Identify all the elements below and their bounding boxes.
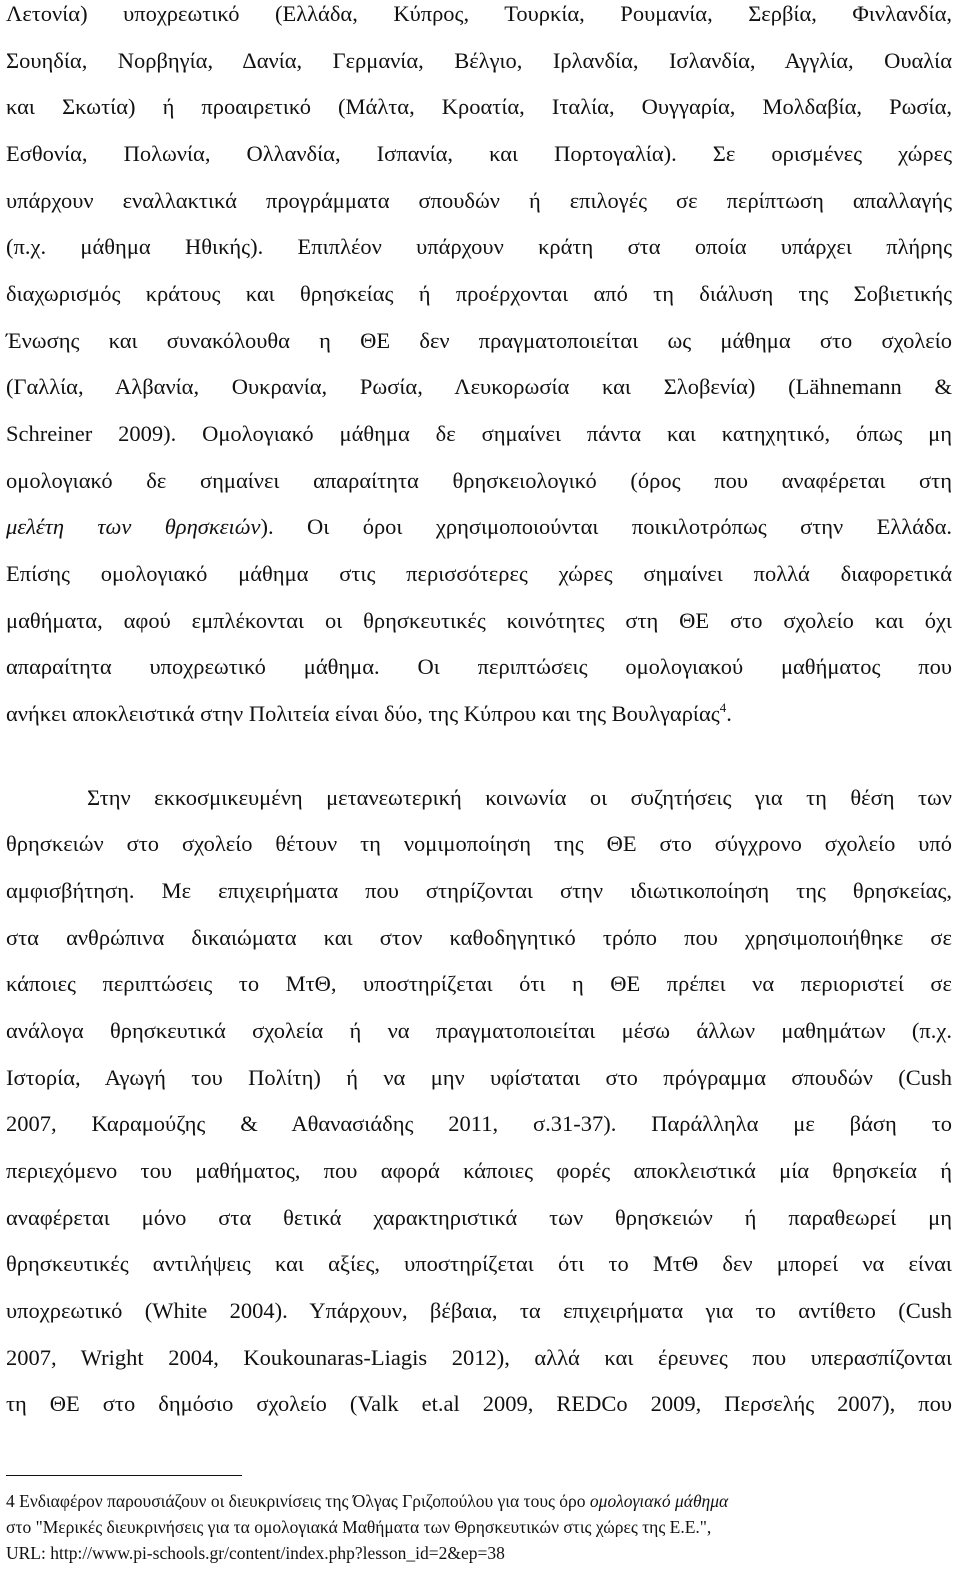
footnote-line: στο "Μερικές διευκρινήσεις για τα ομολογιακά Μαθήματα των Θρησκευτικών στις χώρες της Ε.Ε.", [6,1517,712,1537]
text-line: αμφισβήτηση. Με επιχειρήματα που στηρίζονται στην ιδιωτικοποίηση της θρησκείας, [6,878,952,903]
text-line: Σουηδία, Νορβηγία, Δανία, Γερμανία, Βέλγιο, Ιρλανδία, Ισλανδία, Αγγλία, Ουαλία [6,48,952,73]
text-segment: ανήκει αποκλειστικά στην Πολιτεία είναι δύο, της Κύπρου και της Βουλγαρίας [6,701,720,726]
text-line: 2007, Wright 2004, Koukounaras-Liagis 2012), αλλά και έρευνες που υπερασπίζονται [6,1345,952,1370]
text-line-mixed [6,513,952,541]
text-line: Ένωσης και συνακόλουθα η ΘΕ δεν πραγματοποιείται ως μάθημα στο σχολείο [6,328,952,353]
text-line: ομολογιακό δε σημαίνει απαραίτητα θρησκειολογικό (όρος που αναφέρεται στη [6,468,952,493]
text-line: θρησκειών στο σχολείο θέτουν τη νομιμοποίηση της ΘΕ στο σύγχρονο σχολείο υπό [6,831,952,856]
footnote-line [6,1490,728,1512]
text-line: 2007, Καραμούζης & Αθανασιάδης 2011, σ.31-37). Παράλληλα με βάση το [6,1111,952,1136]
italic-term: μελέτη των θρησκειών [6,514,261,539]
text-line-last [6,700,952,728]
text-line: και Σκωτία) ή προαιρετικό (Μάλτα, Κροατία, Ιταλία, Ουγγαρία, Μολδαβία, Ρωσία, [6,94,952,119]
footnote-url[interactable]: URL: http://www.pi-schools.gr/content/index.php?lesson_id=2&ep=38 [6,1543,505,1563]
footnote-ref: 4 [719,700,727,715]
footnote-text: 4 Ενδιαφέρον παρουσιάζουν οι διευκρινίσεις της Όλγας Γριζοπούλου για τους όρο [6,1491,586,1511]
text-line: στα ανθρώπινα δικαιώματα και στον καθοδηγητικό τρόπο που χρησιμοποιήθηκε σε [6,925,952,950]
text-line-indented: Στην εκκοσμικευμένη μετανεωτερική κοινωνία οι συζητήσεις για τη θέση των [87,785,952,810]
text-line: Επίσης ομολογιακό μάθημα στις περισσότερες χώρες σημαίνει πολλά διαφορετικά [6,561,952,586]
text-line: τη ΘΕ στο δημόσιο σχολείο (Valk et.al 2009, REDCo 2009, Περσελής 2007), που [6,1391,952,1416]
text-segment: ). Οι όροι χρησιμοποιούνται ποικιλοτρόπως στην Ελλάδα. [260,514,953,539]
text-line: διαχωρισμός κράτους και θρησκείας ή προέρχονται από τη διάλυση της Σοβιετικής [6,281,952,306]
text-line: Εσθονία, Πολωνία, Ολλανδία, Ισπανία, και Πορτογαλία). Σε ορισμένες χώρες [6,141,952,166]
text-line: αναφέρεται μόνο στα θετικά χαρακτηριστικά των θρησκειών ή παραθεωρεί μη [6,1205,952,1230]
text-line: υπάρχουν εναλλακτικά προγράμματα σπουδών ή επιλογές σε περίπτωση απαλλαγής [6,188,952,213]
text-line: Ιστορία, Αγωγή του Πολίτη) ή να μην υφίσταται στο πρόγραμμα σπουδών (Cush [6,1065,952,1090]
footnote-italic-term: ομολογιακό μάθημα [589,1491,729,1511]
text-line: Schreiner 2009). Ομολογιακό μάθημα δε σημαίνει πάντα και κατηχητικό, όπως μη [6,421,952,446]
footnote-separator [6,1475,242,1476]
text-line: κάποιες περιπτώσεις το ΜτΘ, υποστηρίζεται ότι η ΘΕ πρέπει να περιοριστεί σε [6,971,952,996]
text-line: περιεχόμενο του μαθήματος, που αφορά κάποιες φορές αποκλειστικά μία θρησκεία ή [6,1158,952,1183]
text-segment: . [726,701,732,726]
text-line: θρησκευτικές αντιλήψεις και αξίες, υποστηρίζεται ότι το ΜτΘ δεν μπορεί να είναι [6,1251,952,1276]
text-line: (π.χ. μάθημα Ηθικής). Επιπλέον υπάρχουν κράτη στα οποία υπάρχει πλήρης [6,234,952,259]
text-line: ανάλογα θρησκευτικά σχολεία ή να πραγματοποιείται μέσω άλλων μαθημάτων (π.χ. [6,1018,952,1043]
text-line: υποχρεωτικό (White 2004). Υπάρχουν, βέβαια, τα επιχειρήματα για το αντίθετο (Cush [6,1298,952,1323]
text-line: Λετονία) υποχρεωτικό (Ελλάδα, Κύπρος, Τουρκία, Ρουμανία, Σερβία, Φινλανδία, [6,1,952,26]
text-line: απαραίτητα υποχρεωτικό μάθημα. Οι περιπτώσεις ομολογιακού μαθήματος που [6,654,952,679]
text-line: (Γαλλία, Αλβανία, Ουκρανία, Ρωσία, Λευκορωσία και Σλοβενία) (Lähnemann & [6,374,952,399]
text-line: μαθήματα, αφού εμπλέκονται οι θρησκευτικές κοινότητες στη ΘΕ στο σχολείο και όχι [6,608,952,633]
